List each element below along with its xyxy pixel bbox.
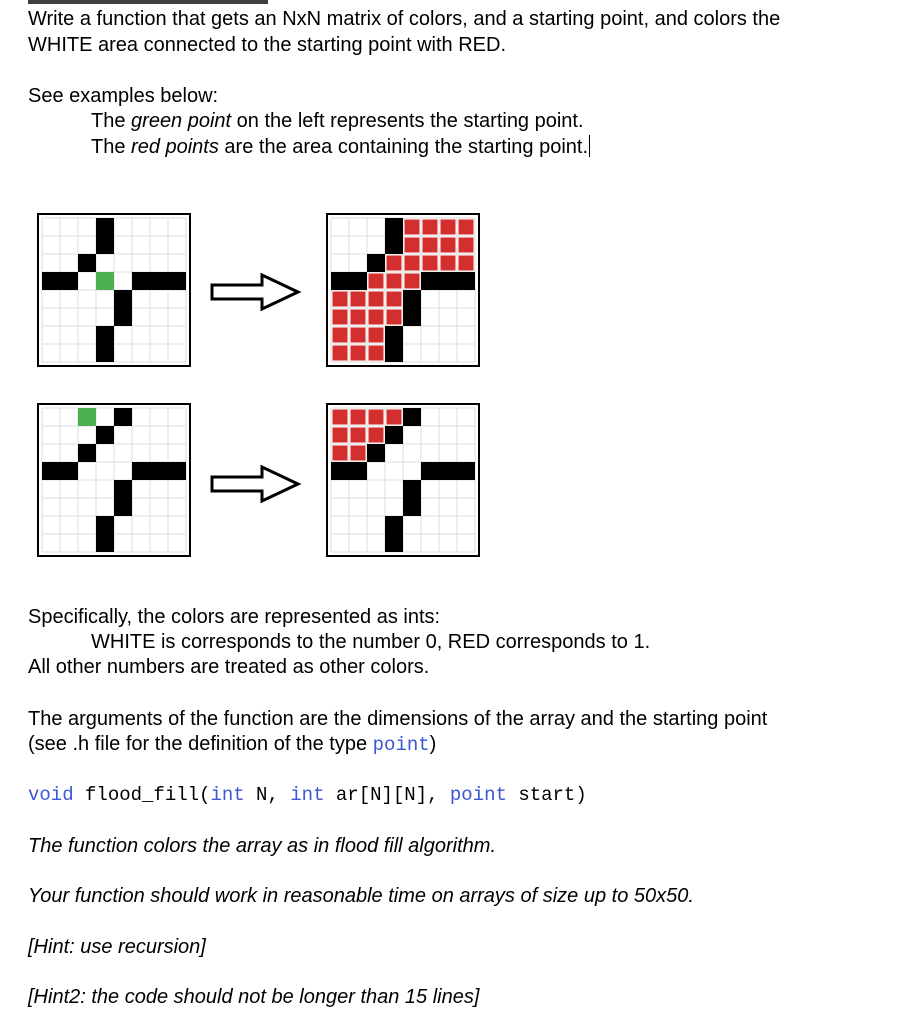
code-fragment: N,	[244, 784, 291, 806]
keyword-int: int	[290, 784, 325, 806]
black-cell	[60, 462, 78, 480]
black-cell	[114, 408, 132, 426]
black-cell	[385, 236, 403, 254]
black-cell	[349, 462, 367, 480]
right-arrow-icon	[210, 464, 302, 504]
text-fragment: The	[91, 110, 132, 132]
red-cell	[351, 292, 366, 307]
black-cell	[385, 344, 403, 362]
red-cell	[405, 274, 420, 289]
black-cell	[349, 272, 367, 290]
specifics-line-1: Specifically, the colors are represented as ints:	[28, 606, 441, 628]
red-cell	[369, 274, 384, 289]
intro-line-2: WHITE area connected to the starting point with RED.	[28, 34, 506, 56]
black-cell	[78, 254, 96, 272]
red-cell	[351, 346, 366, 361]
black-cell	[439, 272, 457, 290]
black-cell	[150, 272, 168, 290]
black-cell	[132, 462, 150, 480]
black-cell	[457, 272, 475, 290]
red-cell	[441, 220, 456, 235]
keyword-point: point	[449, 784, 507, 806]
red-cell	[351, 410, 366, 425]
text-fragment: )	[429, 733, 437, 755]
examples-heading: See examples below:	[28, 85, 219, 107]
black-cell	[96, 534, 114, 552]
text-fragment: are the area containing the starting point.	[218, 136, 589, 158]
red-cell	[387, 410, 402, 425]
red-cell	[459, 256, 474, 271]
red-cell	[387, 274, 402, 289]
red-cell	[459, 238, 474, 253]
black-cell	[403, 308, 421, 326]
hint-1: [Hint: use recursion]	[28, 936, 206, 958]
black-cell	[403, 290, 421, 308]
red-cell	[333, 310, 348, 325]
red-cell	[333, 346, 348, 361]
green-point-term: green point	[131, 110, 232, 132]
black-cell	[114, 308, 132, 326]
red-cell	[369, 292, 384, 307]
black-cell	[385, 516, 403, 534]
note-flood-fill: The function colors the array as in flood fill algorithm.	[28, 835, 496, 857]
red-cell	[387, 256, 402, 271]
red-cell	[387, 310, 402, 325]
red-cell	[369, 428, 384, 443]
black-cell	[403, 408, 421, 426]
red-cell	[405, 220, 420, 235]
red-cell	[405, 238, 420, 253]
green-start-cell	[78, 408, 96, 426]
black-cell	[42, 272, 60, 290]
black-cell	[331, 462, 349, 480]
red-cell	[351, 428, 366, 443]
example-1-after-grid	[326, 213, 480, 367]
right-arrow-icon	[210, 272, 302, 312]
text-fragment: (see .h file for the definition of the type	[28, 733, 373, 755]
black-cell	[367, 254, 385, 272]
red-cell	[369, 410, 384, 425]
intro-line-1: Write a function that gets an NxN matrix of colors, and a starting point, and colors the	[28, 8, 781, 30]
black-cell	[114, 498, 132, 516]
black-cell	[168, 272, 186, 290]
green-start-cell	[96, 272, 114, 290]
black-cell	[114, 480, 132, 498]
red-cell	[351, 310, 366, 325]
black-cell	[96, 516, 114, 534]
red-cell	[369, 328, 384, 343]
black-cell	[385, 218, 403, 236]
red-cell	[387, 292, 402, 307]
code-fragment: flood_fill(	[73, 784, 211, 806]
black-cell	[385, 426, 403, 444]
black-cell	[367, 444, 385, 462]
specifics-line-2: WHITE is corresponds to the number 0, RED corresponds to 1.	[91, 631, 651, 653]
note-performance: Your function should work in reasonable time on arrays of size up to 50x50.	[28, 885, 694, 907]
black-cell	[150, 462, 168, 480]
red-cell	[423, 256, 438, 271]
clipped-heading-fragment	[28, 0, 268, 4]
red-points-term: red points	[131, 136, 219, 158]
black-cell	[60, 272, 78, 290]
black-cell	[96, 218, 114, 236]
black-cell	[132, 272, 150, 290]
red-cell	[351, 446, 366, 461]
black-cell	[421, 462, 439, 480]
red-cell	[351, 328, 366, 343]
red-cell	[333, 428, 348, 443]
black-cell	[114, 290, 132, 308]
black-cell	[96, 344, 114, 362]
black-cell	[96, 426, 114, 444]
red-cell	[333, 410, 348, 425]
red-cell	[405, 256, 420, 271]
red-cell	[333, 328, 348, 343]
black-cell	[421, 272, 439, 290]
red-cell	[423, 220, 438, 235]
black-cell	[403, 480, 421, 498]
arguments-line-1: The arguments of the function are the dimensions of the array and the starting point	[28, 708, 768, 730]
code-fragment: start)	[506, 784, 587, 806]
black-cell	[439, 462, 457, 480]
black-cell	[42, 462, 60, 480]
red-cell	[459, 220, 474, 235]
code-fragment: ar[N][N],	[324, 784, 450, 806]
black-cell	[385, 326, 403, 344]
pixel-grid	[37, 213, 191, 367]
black-cell	[96, 236, 114, 254]
black-cell	[385, 534, 403, 552]
black-cell	[331, 272, 349, 290]
arguments-line-2	[28, 732, 436, 757]
red-cell	[333, 446, 348, 461]
black-cell	[96, 326, 114, 344]
red-cell	[423, 238, 438, 253]
example-2-before-grid	[37, 403, 191, 557]
hint-2: [Hint2: the code should not be longer than 15 lines]	[28, 986, 480, 1008]
example-2-after-grid	[326, 403, 480, 557]
pixel-grid	[326, 213, 480, 367]
black-cell	[78, 444, 96, 462]
keyword-int: int	[210, 784, 245, 806]
red-cell	[369, 346, 384, 361]
text-cursor	[589, 135, 590, 157]
keyword-void: void	[28, 784, 74, 806]
pixel-grid	[37, 403, 191, 557]
black-cell	[457, 462, 475, 480]
type-name-point: point	[372, 734, 430, 756]
red-cell	[333, 292, 348, 307]
red-points-explanation	[91, 135, 590, 159]
example-1-before-grid	[37, 213, 191, 367]
black-cell	[168, 462, 186, 480]
black-cell	[403, 498, 421, 516]
red-cell	[441, 256, 456, 271]
text-fragment: The	[91, 136, 132, 158]
pixel-grid	[326, 403, 480, 557]
text-fragment: on the left represents the starting point.	[231, 110, 584, 132]
red-cell	[441, 238, 456, 253]
function-signature	[28, 783, 587, 807]
red-cell	[369, 310, 384, 325]
green-point-explanation	[91, 109, 584, 133]
specifics-line-3: All other numbers are treated as other colors.	[28, 656, 430, 678]
